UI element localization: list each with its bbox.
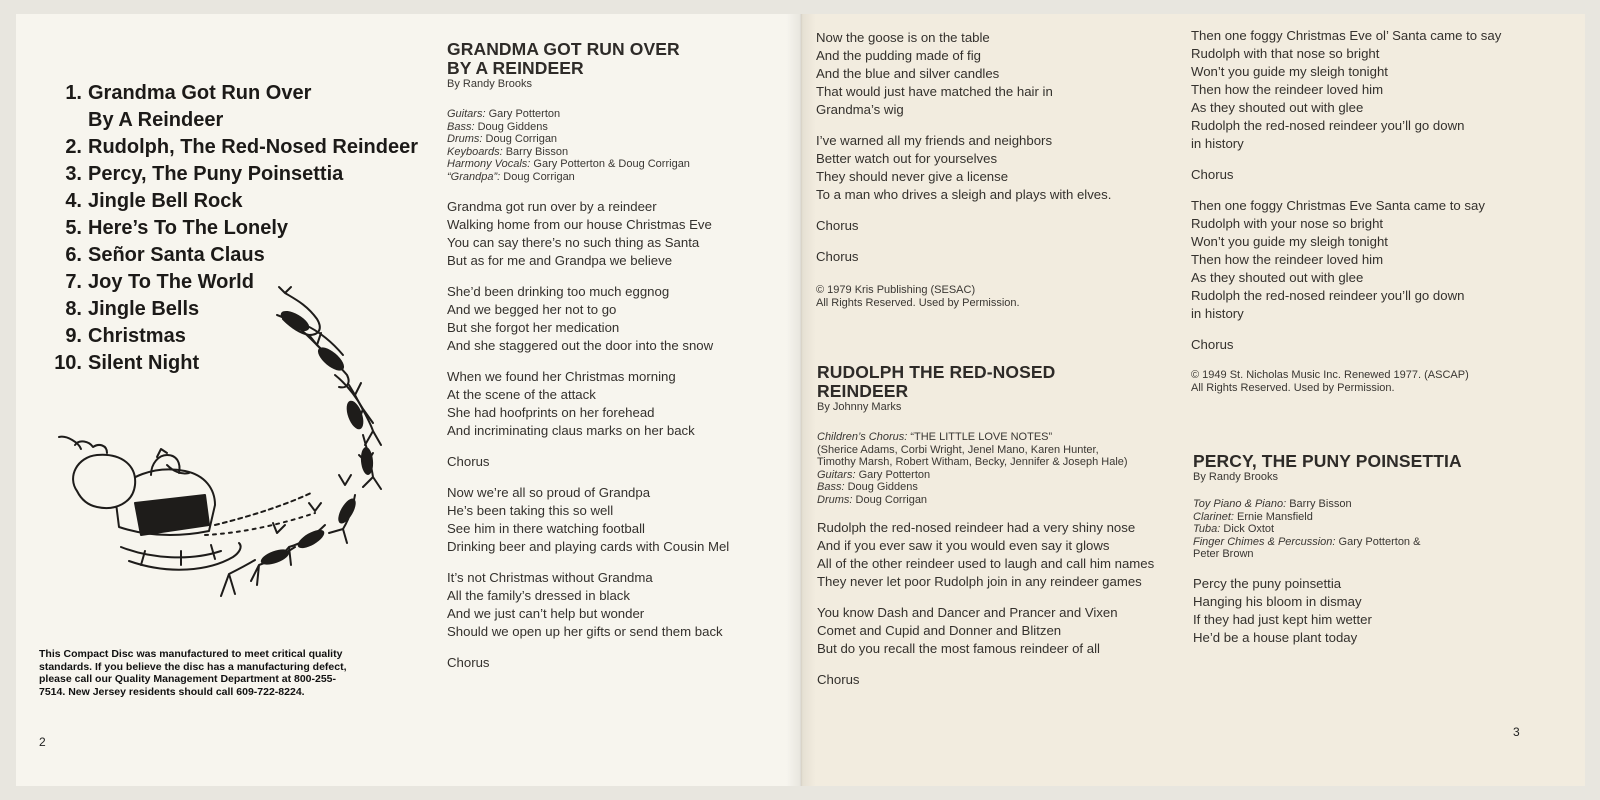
track-title — [82, 134, 418, 161]
credit-names: Dick Oxtot — [1223, 523, 1275, 535]
lyric-line: Then how the reindeer loved him — [1191, 252, 1384, 267]
lyric-line: Walking home from our house Christmas Eve — [447, 217, 712, 232]
track-number: 8. — [65, 298, 82, 320]
lyric-line: When we found her Christmas morning — [447, 369, 676, 384]
lyric-line: Then how the reindeer loved him — [1191, 82, 1384, 97]
credit-line — [447, 171, 777, 184]
track-title — [82, 215, 288, 242]
chorus-marker — [447, 453, 777, 471]
lyric-stanza — [447, 283, 777, 355]
track-title-line: Joy To The World — [88, 271, 254, 293]
track-item — [44, 134, 419, 161]
song-rudolph-lyrics — [817, 519, 1187, 702]
credit-line — [817, 469, 1187, 482]
lyric-line: Rudolph the red-nosed reindeer you’ll go down — [1191, 288, 1465, 303]
lyric-line: Grandma got run over by a reindeer — [447, 199, 657, 214]
page-number-right: 3 — [1513, 725, 1520, 739]
copyright-line: © 1949 St. Nicholas Music Inc. Renewed 1977. (ASCAP) — [1191, 369, 1469, 381]
lyric-line: And the pudding made of fig — [816, 48, 981, 63]
copyright-line: All Rights Reserved. Used by Permission. — [816, 296, 1020, 309]
lyric-line: You can say there’s no such thing as Santa — [447, 235, 700, 250]
lyric-line: Won’t you guide my sleigh tonight — [1191, 64, 1388, 79]
track-number: 5. — [65, 217, 82, 239]
page-number-left: 2 — [39, 735, 46, 749]
credit-names: Timothy Marsh, Robert Witham, Becky, Jennifer & Joseph Hale) — [817, 456, 1128, 468]
lyric-line: Grandma’s wig — [816, 102, 904, 117]
credit-names: Barry Bisson — [1289, 498, 1352, 510]
track-item — [44, 215, 414, 242]
credit-role: Harmony Vocals: — [447, 158, 531, 170]
lyric-line: Chorus — [817, 672, 860, 687]
song-percy-credits — [1193, 498, 1493, 561]
song-rudolph-lyrics-continued — [1191, 27, 1551, 367]
lyric-line: Better watch out for yourselves — [816, 151, 998, 166]
chorus-marker — [1191, 336, 1551, 354]
lyric-line: To a man who drives a sleigh and plays with elves. — [816, 187, 1112, 202]
song-byline: By Johnny Marks — [817, 401, 902, 413]
song-title: PERCY, THE PUNY POINSETTIA — [1193, 451, 1462, 471]
lyric-line: All of the other reindeer used to laugh and call him names — [817, 556, 1155, 571]
credit-line — [447, 108, 777, 121]
lyric-line: They should never give a license — [816, 169, 1009, 184]
chorus-marker — [1191, 166, 1551, 184]
track-item — [44, 188, 414, 215]
lyric-line: Chorus — [447, 454, 490, 469]
credit-line — [1193, 511, 1493, 524]
lyric-line: I’ve warned all my friends and neighbors — [816, 133, 1053, 148]
credit-line — [817, 481, 1187, 494]
lyric-line: And we just can’t help but wonder — [447, 606, 645, 621]
credit-line — [1193, 548, 1493, 561]
lyric-stanza — [816, 29, 1176, 119]
song-grandma-credits — [447, 108, 777, 183]
track-title — [82, 161, 343, 188]
lyric-line: Now we’re all so proud of Grandpa — [447, 485, 651, 500]
lyric-line: He’s been taking this so well — [447, 503, 614, 518]
lyric-stanza — [816, 132, 1176, 204]
credit-names: Doug Corrigan — [855, 493, 928, 506]
song-rudolph-header — [817, 363, 1177, 414]
credit-names: “THE LITTLE LOVE NOTES” — [910, 431, 1053, 443]
lyric-line: But as for me and Grandpa we believe — [447, 253, 673, 268]
lyric-stanza — [817, 519, 1187, 591]
song-title-line: GRANDMA GOT RUN OVER — [447, 39, 680, 59]
credit-names: Doug Corrigan — [485, 133, 558, 145]
lyric-line: Rudolph the red-nosed reindeer you’ll go down — [1191, 118, 1465, 133]
credit-line — [817, 494, 1187, 507]
lyric-line: And she staggered out the door into the snow — [447, 338, 714, 353]
lyric-line: in history — [1191, 306, 1244, 321]
track-title-line: Christmas — [88, 325, 186, 347]
lyric-stanza — [1191, 197, 1551, 323]
credit-names: Gary Potterton & Doug Corrigan — [533, 158, 690, 170]
copyright-line: © 1979 Kris Publishing (SESAC) — [816, 284, 976, 296]
track-title-line: By A Reindeer — [88, 109, 224, 131]
lyric-line: Chorus — [816, 249, 859, 264]
lyric-line: See him in there watching football — [447, 521, 645, 536]
credit-line — [1193, 523, 1493, 536]
track-number: 6. — [65, 244, 82, 266]
track-title-line: Silent Night — [88, 352, 200, 374]
lyric-line: Rudolph with that nose so bright — [1191, 46, 1380, 61]
song-title — [817, 363, 1177, 401]
track-item — [44, 80, 414, 134]
song-percy-lyrics — [1193, 575, 1533, 660]
credit-line — [447, 158, 777, 171]
lyric-line: in history — [1191, 136, 1244, 151]
lyric-line: And incriminating claus marks on her back — [447, 423, 695, 438]
sleigh — [59, 437, 241, 570]
lyric-line: If they had just kept him wetter — [1193, 612, 1372, 627]
credit-role: Drums: — [817, 493, 853, 506]
credit-names: Ernie Mansfield — [1237, 510, 1313, 523]
lyric-line: But do you recall the most famous reindeer of all — [817, 641, 1100, 656]
credit-role: Children’s Chorus: — [817, 431, 908, 443]
lyric-stanza — [447, 198, 777, 270]
credit-role: Guitars: — [817, 468, 856, 481]
credit-role: Bass: — [447, 120, 475, 133]
lyric-line: And the blue and silver candles — [816, 66, 1000, 81]
credit-names: Barry Bisson — [505, 145, 569, 158]
track-title-line: Grandma Got Run Over — [88, 82, 312, 104]
credit-role: Drums: — [447, 133, 483, 145]
lyric-line: Won’t you guide my sleigh tonight — [1191, 234, 1388, 249]
song-grandma-header — [447, 40, 777, 91]
track-item — [44, 242, 414, 269]
lyric-line: That would just have matched the hair in — [816, 84, 1053, 99]
track-title — [82, 188, 243, 215]
song-byline: By Randy Brooks — [447, 78, 532, 90]
lyric-line: Rudolph with your nose so bright — [1191, 216, 1384, 231]
track-number: 9. — [65, 325, 82, 347]
lyric-line: Then one foggy Christmas Eve Santa came to say — [1191, 198, 1485, 213]
credit-line — [1193, 498, 1493, 511]
song-grandma-lyrics-continued — [816, 29, 1176, 279]
credit-line — [1193, 536, 1493, 549]
lyric-stanza — [1193, 575, 1533, 647]
credit-role: Toy Piano & Piano: — [1193, 498, 1287, 510]
song-grandma-lyrics — [447, 198, 777, 685]
lyric-line: He’d be a house plant today — [1193, 630, 1358, 645]
lyric-line: She had hoofprints on her forehead — [447, 405, 655, 420]
copyright-line: All Rights Reserved. Used by Permission. — [1191, 381, 1395, 394]
lyric-stanza — [447, 484, 777, 556]
track-number: 10. — [54, 352, 82, 374]
track-title-line: Señor Santa Claus — [88, 244, 265, 266]
track-number: 2. — [65, 136, 82, 158]
song-rudolph-credits — [817, 431, 1187, 506]
song-byline: By Randy Brooks — [1193, 471, 1278, 483]
track-title-line: Rudolph, The Red-Nosed Reindeer — [88, 136, 419, 158]
song-title-line: REINDEER — [817, 381, 909, 401]
lyric-stanza — [1191, 27, 1551, 153]
credit-line — [817, 456, 1187, 469]
lyric-line: Should we open up her gifts or send them back — [447, 624, 723, 639]
lyric-line: Comet and Cupid and Donner and Blitzen — [817, 623, 1062, 638]
lyric-stanza — [447, 569, 777, 641]
song-title — [447, 40, 777, 78]
lyric-line: Then one foggy Christmas Eve ol’ Santa came to say — [1191, 28, 1502, 43]
lyric-line: As they shouted out with glee — [1191, 270, 1364, 285]
credit-role: “Grandpa”: — [447, 170, 501, 183]
credit-names: Gary Potterton — [858, 468, 931, 481]
lyric-line: And we begged her not to go — [447, 302, 617, 317]
lyric-line: All the family’s dressed in black — [447, 588, 630, 603]
credit-line — [817, 431, 1187, 444]
track-number: 3. — [65, 163, 82, 185]
track-title-line: Percy, The Puny Poinsettia — [88, 163, 344, 185]
credit-names: Doug Corrigan — [503, 170, 575, 183]
song-rudolph-copyright — [1191, 369, 1551, 394]
credit-line — [447, 121, 777, 134]
lyric-line: Chorus — [1191, 167, 1234, 182]
chorus-marker — [447, 654, 777, 672]
lyric-line: They never let poor Rudolph join in any reindeer games — [817, 574, 1142, 589]
track-title-line: Here’s To The Lonely — [88, 217, 289, 239]
track-number: 7. — [65, 271, 82, 293]
song-title-line: BY A REINDEER — [447, 58, 584, 78]
lyric-line: But she forgot her medication — [447, 320, 620, 335]
credit-names: Gary Potterton & — [1338, 535, 1421, 548]
track-title-line: Jingle Bells — [88, 298, 200, 320]
lyric-line: Percy the puny poinsettia — [1193, 576, 1342, 591]
track-title — [82, 242, 265, 269]
credit-line — [447, 133, 777, 146]
lyric-line: As they shouted out with glee — [1191, 100, 1364, 115]
lyric-line: Chorus — [816, 218, 859, 233]
track-title-line: Jingle Bell Rock — [88, 190, 243, 212]
credit-names: Doug Giddens — [847, 481, 918, 493]
credit-role: Keyboards: — [447, 145, 503, 158]
track-item — [44, 161, 414, 188]
credit-role: Bass: — [817, 481, 845, 493]
lyric-line: It’s not Christmas without Grandma — [447, 570, 653, 585]
credit-names: Doug Giddens — [477, 120, 548, 133]
song-title-line: RUDOLPH THE RED-NOSED — [817, 362, 1056, 382]
credit-names: (Sherice Adams, Corbi Wright, Jenel Mano, Karen Hunter, — [817, 443, 1099, 456]
booklet-gutter — [786, 14, 816, 786]
lyric-line: Rudolph the red-nosed reindeer had a very shiny nose — [817, 520, 1136, 535]
credit-role: Clarinet: — [1193, 510, 1234, 523]
chorus-marker — [816, 248, 1176, 266]
credit-role: Guitars: — [447, 108, 486, 120]
chorus-marker — [816, 217, 1176, 235]
chorus-marker — [817, 671, 1187, 689]
lyric-line: You know Dash and Dancer and Prancer and Vixen — [817, 605, 1118, 620]
song-grandma-copyright — [816, 284, 1176, 309]
track-number: 4. — [65, 190, 82, 212]
credit-role: Tuba: — [1193, 523, 1221, 535]
lyric-line: She’d been drinking too much eggnog — [447, 284, 670, 299]
credit-role: Finger Chimes & Percussion: — [1193, 535, 1336, 548]
santa-sleigh-reindeer-illustration — [55, 285, 440, 625]
credit-names: Gary Potterton — [488, 108, 561, 120]
lyric-line: Drinking beer and playing cards with Cousin Mel — [447, 539, 730, 554]
lyric-line: Chorus — [1191, 337, 1234, 352]
credit-line — [817, 444, 1187, 457]
lyric-line: At the scene of the attack — [447, 387, 596, 402]
track-number: 1. — [65, 82, 82, 104]
lyric-line: Hanging his bloom in dismay — [1193, 594, 1362, 609]
lyric-stanza — [817, 604, 1187, 658]
credit-line — [447, 146, 777, 159]
lyric-line: And if you ever saw it you would even say it glows — [817, 538, 1110, 553]
quality-notice: This Compact Disc was manufactured to meet critical quality standards. If you believe the disc has a manufacturing defect, please call our Quality Management Department at 800-255-7514. New Jersey residents should call 609-722-8224. — [39, 648, 347, 698]
credit-names: Peter Brown — [1193, 548, 1254, 560]
lyric-stanza — [447, 368, 777, 440]
lyric-line: Chorus — [447, 655, 490, 670]
lyric-line: Now the goose is on the table — [816, 30, 990, 45]
track-title — [82, 80, 311, 134]
song-percy-header — [1193, 452, 1553, 484]
reindeer-team — [221, 287, 381, 596]
